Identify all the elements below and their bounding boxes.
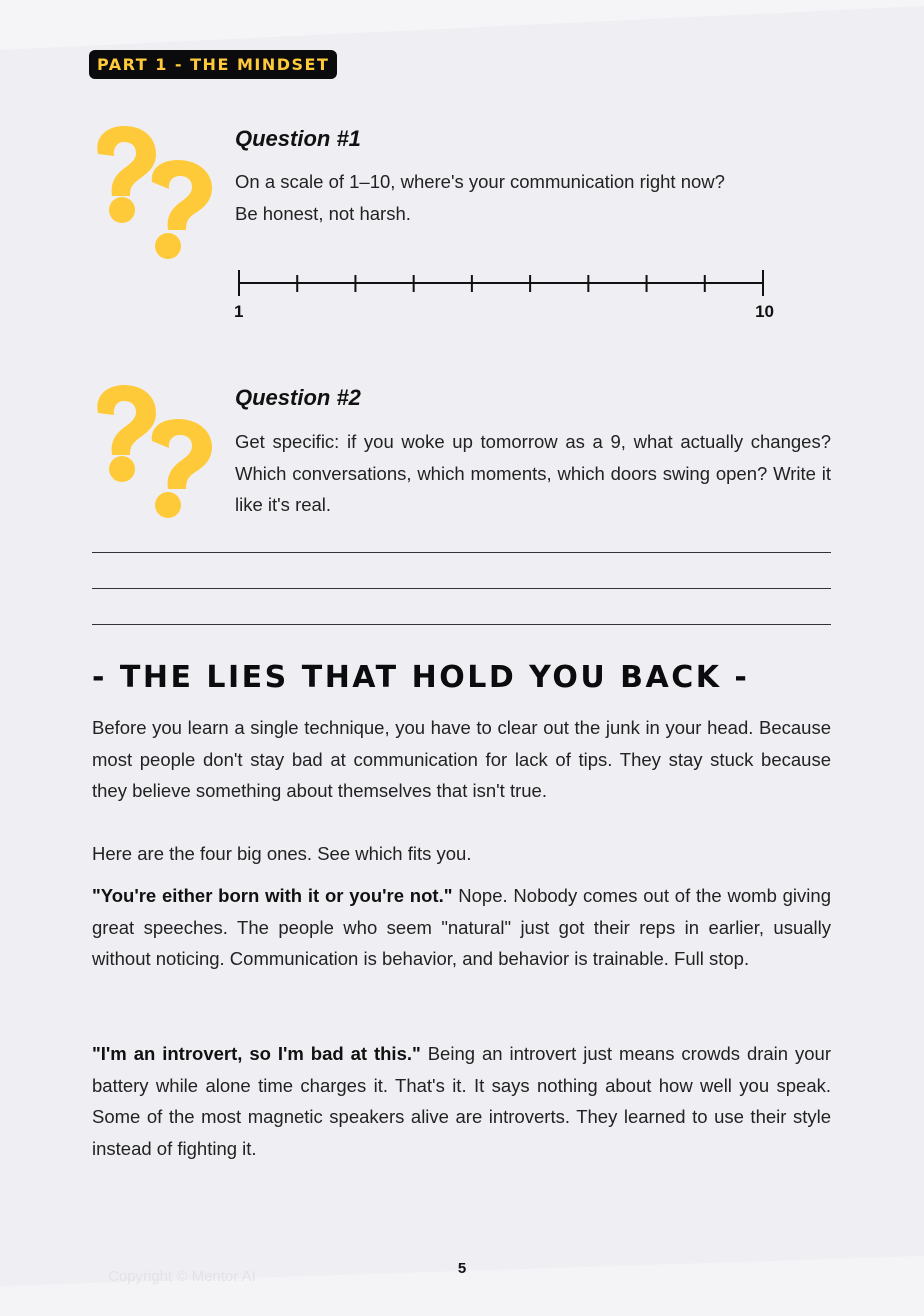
question-marks-icon [88,124,218,264]
lie-1-paragraph [92,880,831,975]
question-1-text [235,166,831,229]
top-wedge-decoration [0,0,924,50]
question-2-title: Question #2 [235,385,361,410]
question-1-title: Question #1 [235,126,361,151]
rating-scale-line [238,268,764,300]
lie-1-text: Nope. Nobody comes out of the womb giving great speeches. The people who seem "natural" just got their reps in earlier, usually without noticing. Communication is behavior, and behavior is trainable. Full stop. [92,885,831,969]
question-marks-icon [88,383,218,523]
part-badge: PART 1 - THE MINDSET [89,50,337,79]
question-1-line-1: On a scale of 1–10, where's your communication right now? [235,171,725,192]
lead-paragraph: Here are the four big ones. See which fits you. [92,843,472,864]
scale-min-label: 1 [234,302,244,321]
lie-2-text: Being an introvert just means crowds drain your battery while alone time charges it. That's it. It says nothing about how well you speak. Some of the most magnetic speakers alive are introverts. They learned to use their style instead of fighting it. [92,1043,831,1159]
scale-max-label: 10 [755,302,774,321]
section-heading: - THE LIES THAT HOLD YOU BACK - [92,660,750,695]
question-1-line-2: Be honest, not harsh. [235,202,411,224]
page-number: 5 [457,1260,467,1277]
lie-2-title: "I'm an introvert, so I'm bad at this." [92,1043,421,1064]
answer-line[interactable] [92,552,831,553]
question-2-text: Get specific: if you woke up tomorrow as a 9, what actually changes? Which conversations, which moments, which doors swing open? Write it like it's real. [235,431,831,515]
copyright-text: Copyright © Mentor AI [108,1268,256,1285]
answer-line[interactable] [92,624,831,625]
lie-2-paragraph [92,1038,831,1164]
rating-scale[interactable] [234,268,774,324]
lie-1-title: "You're either born with it or you're not." [92,885,453,906]
intro-paragraph: Before you learn a single technique, you have to clear out the junk in your head. Because most people don't stay bad at communication for lack of tips. They stay stuck because they believe something about themselves that isn't true. [92,717,831,801]
answer-line[interactable] [92,588,831,589]
